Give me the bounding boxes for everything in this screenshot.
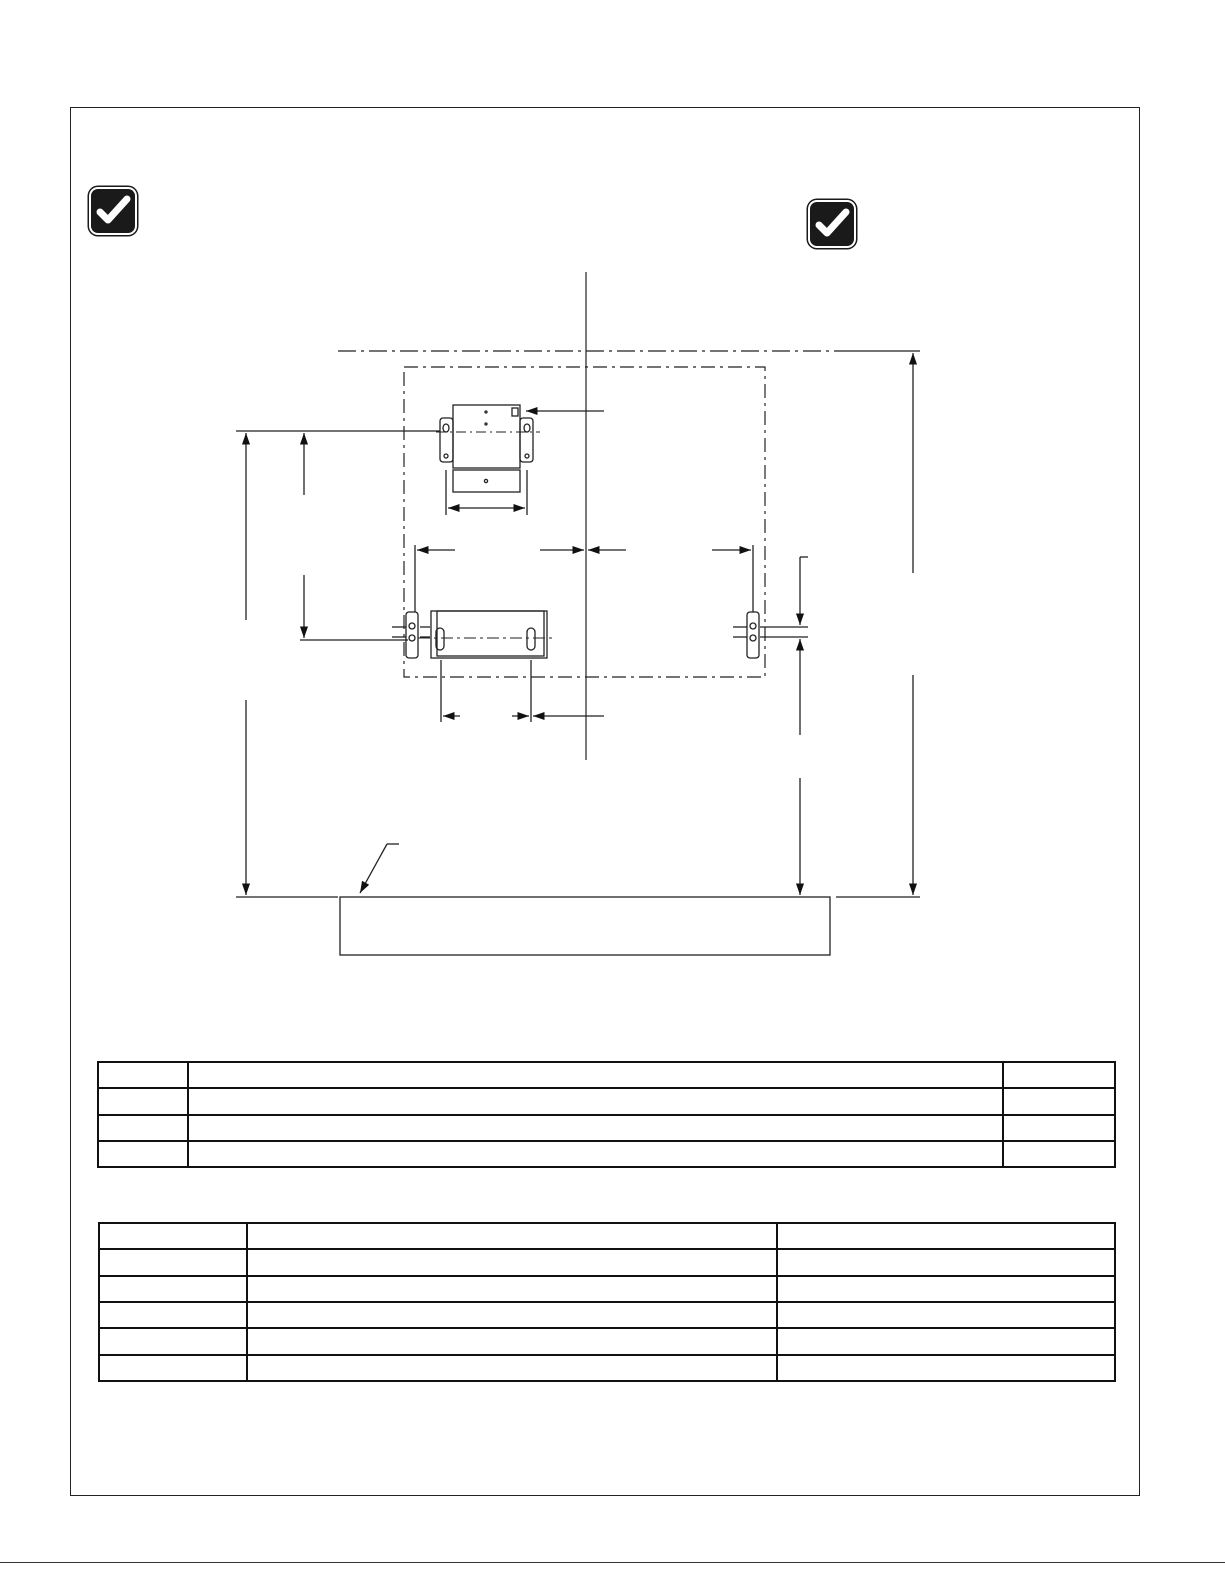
table-1 <box>97 1061 1116 1168</box>
table-row <box>98 1088 1115 1114</box>
table-row <box>99 1276 1115 1302</box>
table-row <box>99 1355 1115 1381</box>
table-row <box>99 1302 1115 1328</box>
right-clip <box>733 612 808 658</box>
table-row <box>99 1223 1115 1249</box>
table-2 <box>98 1222 1116 1382</box>
table-row <box>98 1115 1115 1141</box>
dimension-right-clip-height <box>800 557 808 895</box>
table-row <box>99 1249 1115 1275</box>
table-row <box>99 1328 1115 1354</box>
footer-rule <box>0 1562 1225 1563</box>
left-clip <box>392 612 430 658</box>
dimension-right-overall <box>836 353 920 897</box>
dimension-left-overall <box>236 431 440 897</box>
floor-box <box>340 897 830 955</box>
dimension-lower-slots <box>441 660 604 722</box>
table-row <box>98 1141 1115 1167</box>
upper-bracket <box>436 405 540 492</box>
dimension-clip-spacing <box>415 545 753 612</box>
lower-bracket <box>418 611 552 658</box>
table-row <box>98 1062 1115 1088</box>
dimension-left-bracket-spacing <box>300 433 408 640</box>
cabinet-outline <box>404 367 765 677</box>
